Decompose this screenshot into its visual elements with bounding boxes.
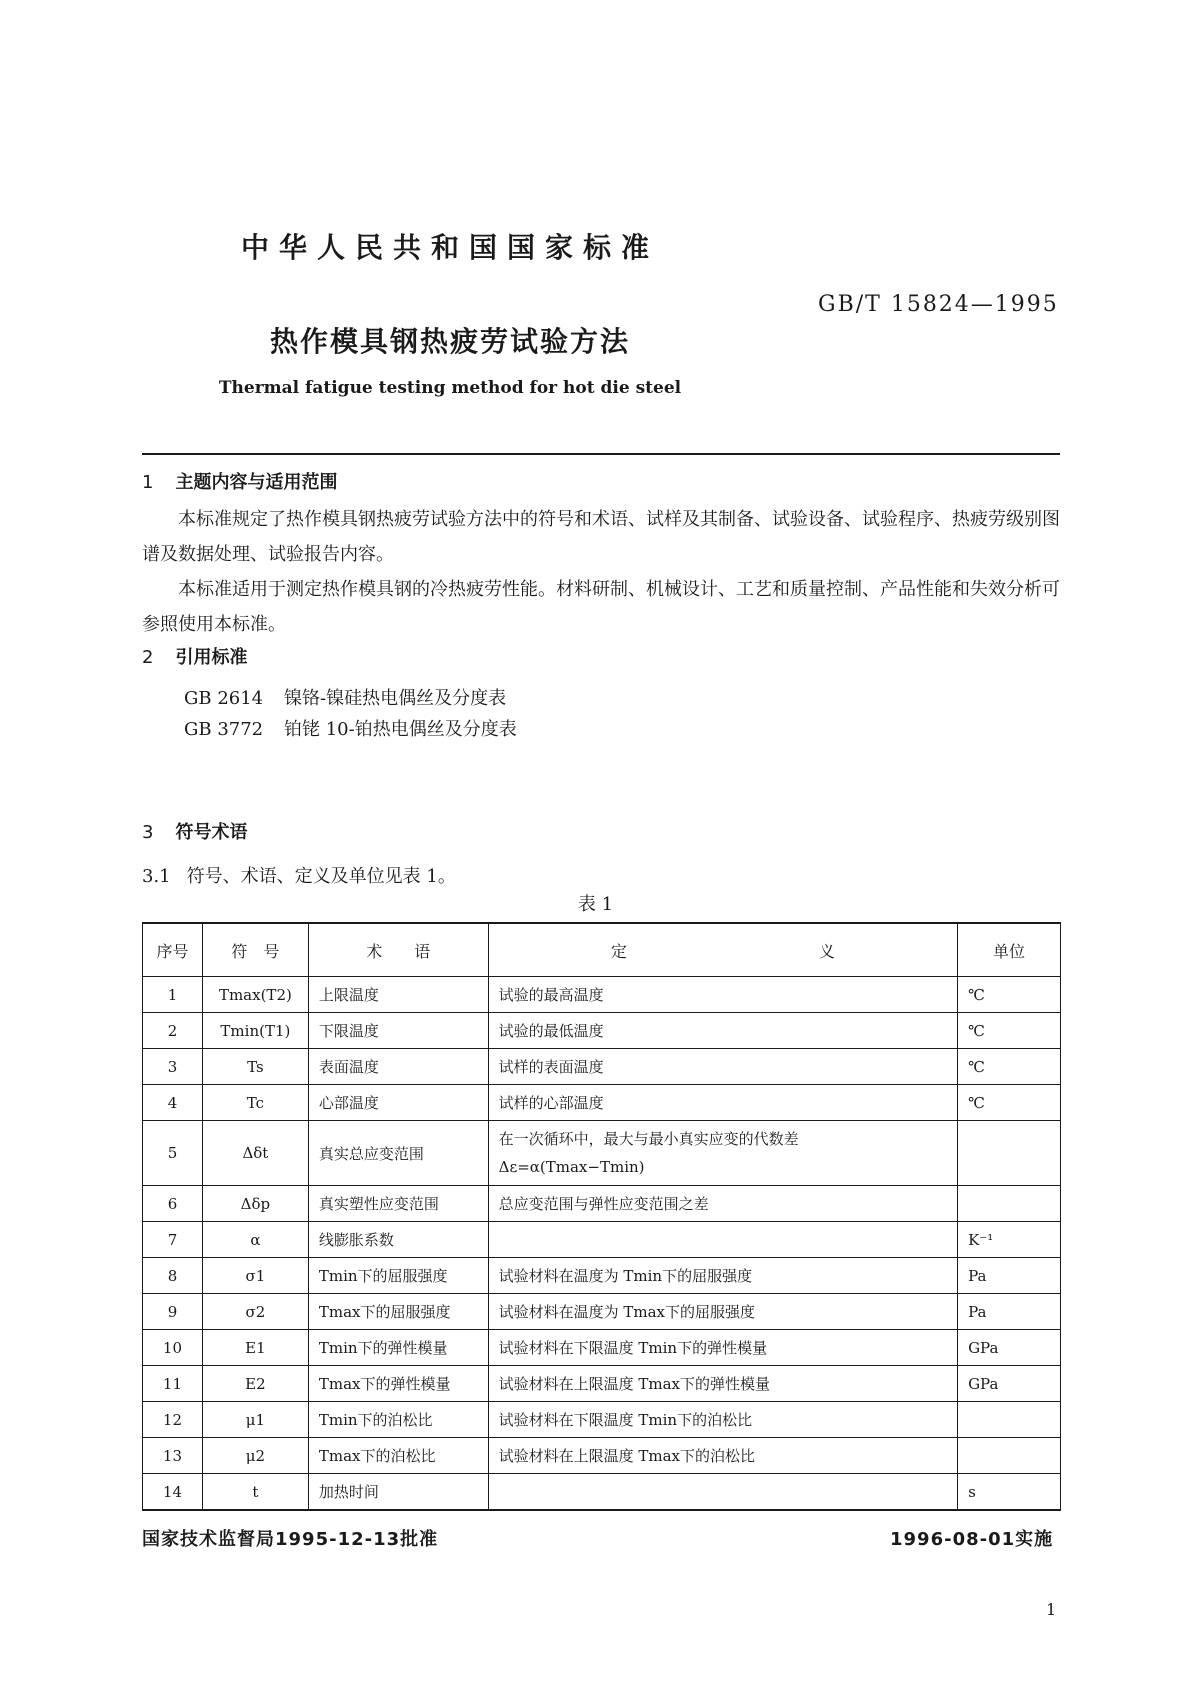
row-term: Tmax下的弹性模量 (308, 1366, 488, 1402)
row-unit: ℃ (958, 1013, 1061, 1049)
row-number: 1 (143, 977, 203, 1013)
page-number: 1 (1046, 1600, 1057, 1619)
row-term: 下限温度 (308, 1013, 488, 1049)
row-number: 4 (143, 1085, 203, 1121)
row-term: Tmin下的弹性模量 (308, 1330, 488, 1366)
row-definition: 试验材料在温度为 Tmax下的屈服强度 (488, 1294, 957, 1330)
row-definition (488, 1474, 957, 1511)
row-unit (958, 1186, 1061, 1222)
section-1-heading (142, 468, 337, 494)
row-number: 8 (143, 1258, 203, 1294)
table-row (143, 1186, 1061, 1222)
table-row (143, 1474, 1061, 1511)
row-symbol: Tmax(T2) (202, 977, 308, 1013)
row-symbol: Δδt (202, 1121, 308, 1186)
row-unit (958, 1121, 1061, 1186)
row-definition: 试验材料在下限温度 Tmin下的弹性模量 (488, 1330, 957, 1366)
row-term: 真实总应变范围 (308, 1121, 488, 1186)
row-symbol: t (202, 1474, 308, 1511)
row-symbol: E1 (202, 1330, 308, 1366)
section-2-heading (142, 643, 247, 669)
row-term: Tmin下的泊松比 (308, 1402, 488, 1438)
symbols-table (142, 922, 1061, 1511)
clause-number: 3.1 (142, 866, 171, 887)
row-definition: 试验的最低温度 (488, 1013, 957, 1049)
reference-name: 铂铑 10-铂热电偶丝及分度表 (284, 719, 517, 740)
row-unit: GPa (958, 1366, 1061, 1402)
row-definition: 试验材料在上限温度 Tmax下的弹性模量 (488, 1366, 957, 1402)
row-number: 10 (143, 1330, 203, 1366)
paragraph-text: 本标准适用于测定热作模具钢的冷热疲劳性能。材料研制、机械设计、工艺和质量控制、产品性能和失效分析可参照使用本标准。 (142, 579, 1060, 635)
row-unit: ℃ (958, 1085, 1061, 1121)
section-title: 引用标准 (175, 647, 248, 668)
row-unit: ℃ (958, 1049, 1061, 1085)
row-symbol: Δδp (202, 1186, 308, 1222)
row-unit (958, 1438, 1061, 1474)
row-symbol: μ1 (202, 1402, 308, 1438)
row-number: 2 (143, 1013, 203, 1049)
row-term: Tmax下的屈服强度 (308, 1294, 488, 1330)
table-header-row (143, 923, 1061, 977)
section-number: 3 (142, 822, 154, 843)
table-row (143, 1294, 1061, 1330)
row-number: 14 (143, 1474, 203, 1511)
row-number: 3 (143, 1049, 203, 1085)
row-unit (958, 1402, 1061, 1438)
row-definition: 总应变范围与弹性应变范围之差 (488, 1186, 957, 1222)
table-row (143, 1402, 1061, 1438)
section-1-paragraph-1 (142, 502, 1060, 572)
table-row (143, 1121, 1061, 1186)
row-symbol: α (202, 1222, 308, 1258)
section-number: 1 (142, 472, 154, 493)
section-title: 主题内容与适用范围 (175, 472, 338, 493)
row-definition: 试样的心部温度 (488, 1085, 957, 1121)
row-symbol: E2 (202, 1366, 308, 1402)
title-rule (142, 453, 1060, 455)
row-unit: s (958, 1474, 1061, 1511)
header-unit: 单位 (958, 923, 1061, 977)
row-symbol: μ2 (202, 1438, 308, 1474)
row-term: Tmin下的屈服强度 (308, 1258, 488, 1294)
document-subtitle: Thermal fatigue testing method for hot die steel (218, 378, 682, 398)
row-definition: 试验材料在温度为 Tmin下的屈服强度 (488, 1258, 957, 1294)
section-3-heading (142, 818, 247, 844)
row-term: 线膨胀系数 (308, 1222, 488, 1258)
reference-item (184, 684, 506, 710)
row-number: 11 (143, 1366, 203, 1402)
approval-note: 国家技术监督局1995-12-13批准 (142, 1529, 439, 1550)
header-symbol: 符 号 (202, 923, 308, 977)
reference-code: GB 3772 (184, 719, 264, 740)
row-term: 上限温度 (308, 977, 488, 1013)
table-row (143, 977, 1061, 1013)
row-unit: Pa (958, 1294, 1061, 1330)
section-number: 2 (142, 647, 154, 668)
row-symbol: Tmin(T1) (202, 1013, 308, 1049)
table-row (143, 1366, 1061, 1402)
row-definition: 试样的表面温度 (488, 1049, 957, 1085)
row-number: 9 (143, 1294, 203, 1330)
table-row (143, 1438, 1061, 1474)
row-definition (488, 1222, 957, 1258)
clause-3-1 (142, 862, 456, 888)
table-row (143, 1085, 1061, 1121)
row-symbol: Ts (202, 1049, 308, 1085)
row-term: 真实塑性应变范围 (308, 1186, 488, 1222)
row-symbol: σ2 (202, 1294, 308, 1330)
document-title: 热作模具钢热疲劳试验方法 (269, 325, 630, 358)
section-title: 符号术语 (175, 822, 248, 843)
row-unit: K⁻¹ (958, 1222, 1061, 1258)
standard-code: GB/T 15824—1995 (818, 292, 1059, 317)
section-1-paragraph-2 (142, 572, 1060, 642)
table-caption: 表 1 (577, 894, 614, 915)
reference-code: GB 2614 (184, 688, 264, 709)
row-symbol: Tc (202, 1085, 308, 1121)
row-definition: 试验材料在下限温度 Tmin下的泊松比 (488, 1402, 957, 1438)
row-term: Tmax下的泊松比 (308, 1438, 488, 1474)
row-number: 6 (143, 1186, 203, 1222)
reference-item (184, 715, 517, 741)
row-number: 12 (143, 1402, 203, 1438)
effective-date: 1996-08-01实施 (890, 1529, 1054, 1550)
header-definition: 定 义 (488, 923, 957, 977)
row-unit: Pa (958, 1258, 1061, 1294)
table-row (143, 1013, 1061, 1049)
row-unit: GPa (958, 1330, 1061, 1366)
row-term: 心部温度 (308, 1085, 488, 1121)
row-unit: ℃ (958, 977, 1061, 1013)
table-row (143, 1049, 1061, 1085)
header-term: 术 语 (308, 923, 488, 977)
row-number: 7 (143, 1222, 203, 1258)
paragraph-text: 本标准规定了热作模具钢热疲劳试验方法中的符号和术语、试样及其制备、试验设备、试验程序、热疲劳级别图谱及数据处理、试验报告内容。 (142, 509, 1060, 565)
row-symbol: σ1 (202, 1258, 308, 1294)
table-row (143, 1222, 1061, 1258)
row-term: 表面温度 (308, 1049, 488, 1085)
row-definition: 试验材料在上限温度 Tmax下的泊松比 (488, 1438, 957, 1474)
row-term: 加热时间 (308, 1474, 488, 1511)
header-no: 序号 (143, 923, 203, 977)
row-definition: 在一次循环中，最大与最小真实应变的代数差 Δε=α(Tmax−Tmin) (488, 1121, 957, 1186)
row-number: 13 (143, 1438, 203, 1474)
row-number: 5 (143, 1121, 203, 1186)
clause-text: 符号、术语、定义及单位见表 1。 (186, 866, 456, 887)
table-row (143, 1330, 1061, 1366)
table-row (143, 1258, 1061, 1294)
row-definition: 试验的最高温度 (488, 977, 957, 1013)
reference-name: 镍铬-镍硅热电偶丝及分度表 (284, 688, 507, 709)
standard-header: 中华人民共和国国家标准 (240, 231, 659, 264)
